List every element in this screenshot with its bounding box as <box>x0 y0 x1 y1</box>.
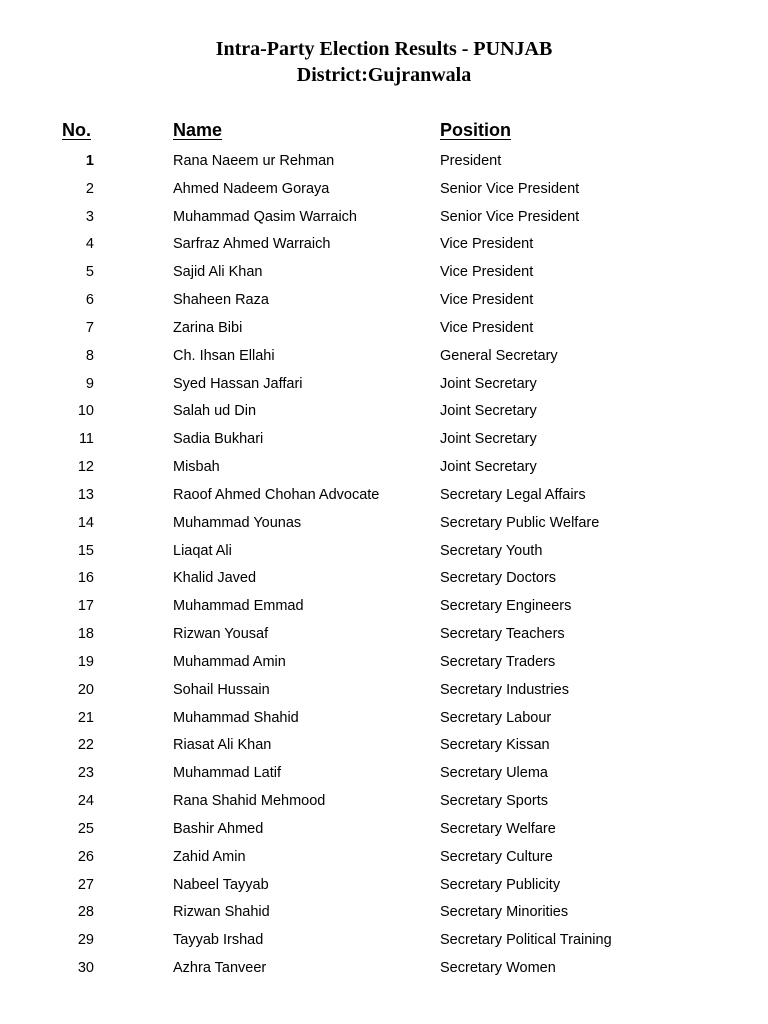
cell-name: Salah ud Din <box>173 403 257 420</box>
results-table <box>0 118 768 977</box>
table-row <box>0 705 768 733</box>
table-body <box>0 148 768 983</box>
cell-no: 11 <box>78 431 94 448</box>
cell-position: Secretary Political Training <box>440 932 612 949</box>
cell-no: 23 <box>77 765 94 782</box>
cell-position: Senior Vice President <box>440 180 580 197</box>
cell-name: Tayyab Irshad <box>173 932 264 949</box>
cell-no: 30 <box>77 960 94 977</box>
table-row <box>0 788 768 816</box>
table-row <box>0 816 768 844</box>
cell-name: Rizwan Shahid <box>173 904 270 921</box>
cell-position: Secretary Kissan <box>440 737 550 754</box>
cell-name: Rana Shahid Mehmood <box>173 793 326 810</box>
header-name: Name <box>173 120 223 140</box>
cell-no: 16 <box>77 570 94 587</box>
table-row <box>0 510 768 538</box>
cell-name: Shaheen Raza <box>173 292 269 309</box>
cell-position: Joint Secretary <box>440 431 537 448</box>
cell-no: 9 <box>85 375 94 392</box>
table-row <box>0 955 768 983</box>
cell-name: Azhra Tanveer <box>173 960 267 977</box>
cell-name: Muhammad Qasim Warraich <box>173 208 357 225</box>
cell-position: Secretary Engineers <box>440 598 572 615</box>
cell-name: Syed Hassan Jaffari <box>173 375 303 392</box>
cell-position: Joint Secretary <box>440 403 537 420</box>
cell-name: Muhammad Younas <box>173 514 302 531</box>
table-row <box>0 649 768 677</box>
cell-position: Secretary Women <box>440 960 556 977</box>
cell-name: Bashir Ahmed <box>173 820 264 837</box>
cell-name: Zahid Amin <box>173 848 246 865</box>
table-header <box>0 118 768 146</box>
cell-position: Secretary Culture <box>440 848 553 865</box>
cell-position: Vice President <box>440 292 534 309</box>
cell-no: 2 <box>85 180 94 197</box>
table-row <box>0 315 768 343</box>
table-row <box>0 927 768 955</box>
table-row <box>0 176 768 204</box>
cell-position: Secretary Industries <box>440 681 569 698</box>
cell-position: Secretary Ulema <box>440 765 548 782</box>
cell-no: 7 <box>85 319 94 336</box>
cell-no: 18 <box>77 626 94 643</box>
cell-position: Secretary Minorities <box>440 904 569 921</box>
cell-name: Sohail Hussain <box>173 681 270 698</box>
title-line-2: District:Gujranwala <box>296 64 472 86</box>
cell-position: President <box>440 153 502 169</box>
cell-no: 14 <box>77 514 94 531</box>
cell-position: Joint Secretary <box>440 459 537 476</box>
cell-name: Raoof Ahmed Chohan Advocate <box>173 486 380 503</box>
table-row <box>0 287 768 315</box>
cell-no: 19 <box>77 653 94 670</box>
cell-name: Ch. Ihsan Ellahi <box>173 347 275 364</box>
cell-name: Muhammad Latif <box>173 765 281 782</box>
cell-name: Sajid Ali Khan <box>173 264 263 281</box>
cell-position: Vice President <box>440 236 534 253</box>
table-row <box>0 844 768 872</box>
cell-no: 4 <box>85 236 94 253</box>
cell-no: 8 <box>85 347 94 364</box>
cell-name: Nabeel Tayyab <box>173 876 269 893</box>
cell-position: Joint Secretary <box>440 375 537 392</box>
cell-position: Secretary Legal Affairs <box>440 486 586 503</box>
cell-name: Misbah <box>173 459 220 476</box>
cell-name: Ahmed Nadeem Goraya <box>173 180 330 197</box>
table-row <box>0 371 768 399</box>
cell-no: 24 <box>77 793 94 810</box>
table-row <box>0 398 768 426</box>
cell-no: 3 <box>85 208 94 225</box>
cell-no: 20 <box>77 681 94 698</box>
cell-name: Khalid Javed <box>173 570 257 587</box>
cell-no: 5 <box>85 264 94 281</box>
table-row <box>0 204 768 232</box>
cell-name: Liaqat Ali <box>173 542 232 559</box>
table-row <box>0 565 768 593</box>
cell-position: Secretary Public Welfare <box>440 514 600 531</box>
cell-position: General Secretary <box>440 347 558 364</box>
table-row <box>0 426 768 454</box>
cell-name: Rizwan Yousaf <box>173 626 269 643</box>
cell-no: 10 <box>77 403 94 420</box>
cell-no: 28 <box>77 904 94 921</box>
cell-name: Riasat Ali Khan <box>173 737 272 754</box>
cell-position: Secretary Labour <box>440 709 552 726</box>
cell-no: 13 <box>77 486 94 503</box>
table-row <box>0 148 768 176</box>
table-row <box>0 732 768 760</box>
cell-no: 12 <box>77 459 94 476</box>
cell-no: 22 <box>77 737 94 754</box>
header-position: Position <box>440 120 511 140</box>
cell-position: Senior Vice President <box>440 208 580 225</box>
cell-no: 29 <box>77 932 94 949</box>
cell-name: Sarfraz Ahmed Warraich <box>173 236 331 253</box>
cell-position: Secretary Sports <box>440 793 548 810</box>
header-no: No. <box>62 120 91 140</box>
cell-name: Sadia Bukhari <box>173 431 264 448</box>
table-row <box>0 593 768 621</box>
table-row <box>0 538 768 566</box>
cell-no: 1 <box>85 153 94 169</box>
cell-no: 25 <box>77 820 94 837</box>
table-row <box>0 259 768 287</box>
table-row <box>0 677 768 705</box>
cell-no: 26 <box>77 848 94 865</box>
table-row <box>0 621 768 649</box>
cell-no: 21 <box>77 709 94 726</box>
cell-position: Secretary Teachers <box>440 626 565 643</box>
table-row <box>0 231 768 259</box>
cell-no: 15 <box>77 542 94 559</box>
cell-position: Vice President <box>440 319 534 336</box>
table-row <box>0 343 768 371</box>
cell-position: Secretary Doctors <box>440 570 557 587</box>
cell-position: Vice President <box>440 264 534 281</box>
title-line-1: Intra-Party Election Results - PUNJAB <box>215 38 553 60</box>
table-row <box>0 454 768 482</box>
cell-name: Muhammad Shahid <box>173 709 299 726</box>
cell-no: 27 <box>77 876 94 893</box>
cell-no: 6 <box>85 292 94 309</box>
cell-name: Muhammad Amin <box>173 653 286 670</box>
table-row <box>0 899 768 927</box>
cell-position: Secretary Youth <box>440 542 543 559</box>
cell-position: Secretary Traders <box>440 653 556 670</box>
document-title <box>0 36 768 88</box>
cell-no: 17 <box>77 598 94 615</box>
cell-position: Secretary Publicity <box>440 876 561 893</box>
table-row <box>0 872 768 900</box>
cell-name: Zarina Bibi <box>173 319 243 336</box>
table-row <box>0 482 768 510</box>
cell-name: Rana Naeem ur Rehman <box>173 153 335 169</box>
cell-name: Muhammad Emmad <box>173 598 304 615</box>
cell-position: Secretary Welfare <box>440 820 556 837</box>
table-row <box>0 760 768 788</box>
